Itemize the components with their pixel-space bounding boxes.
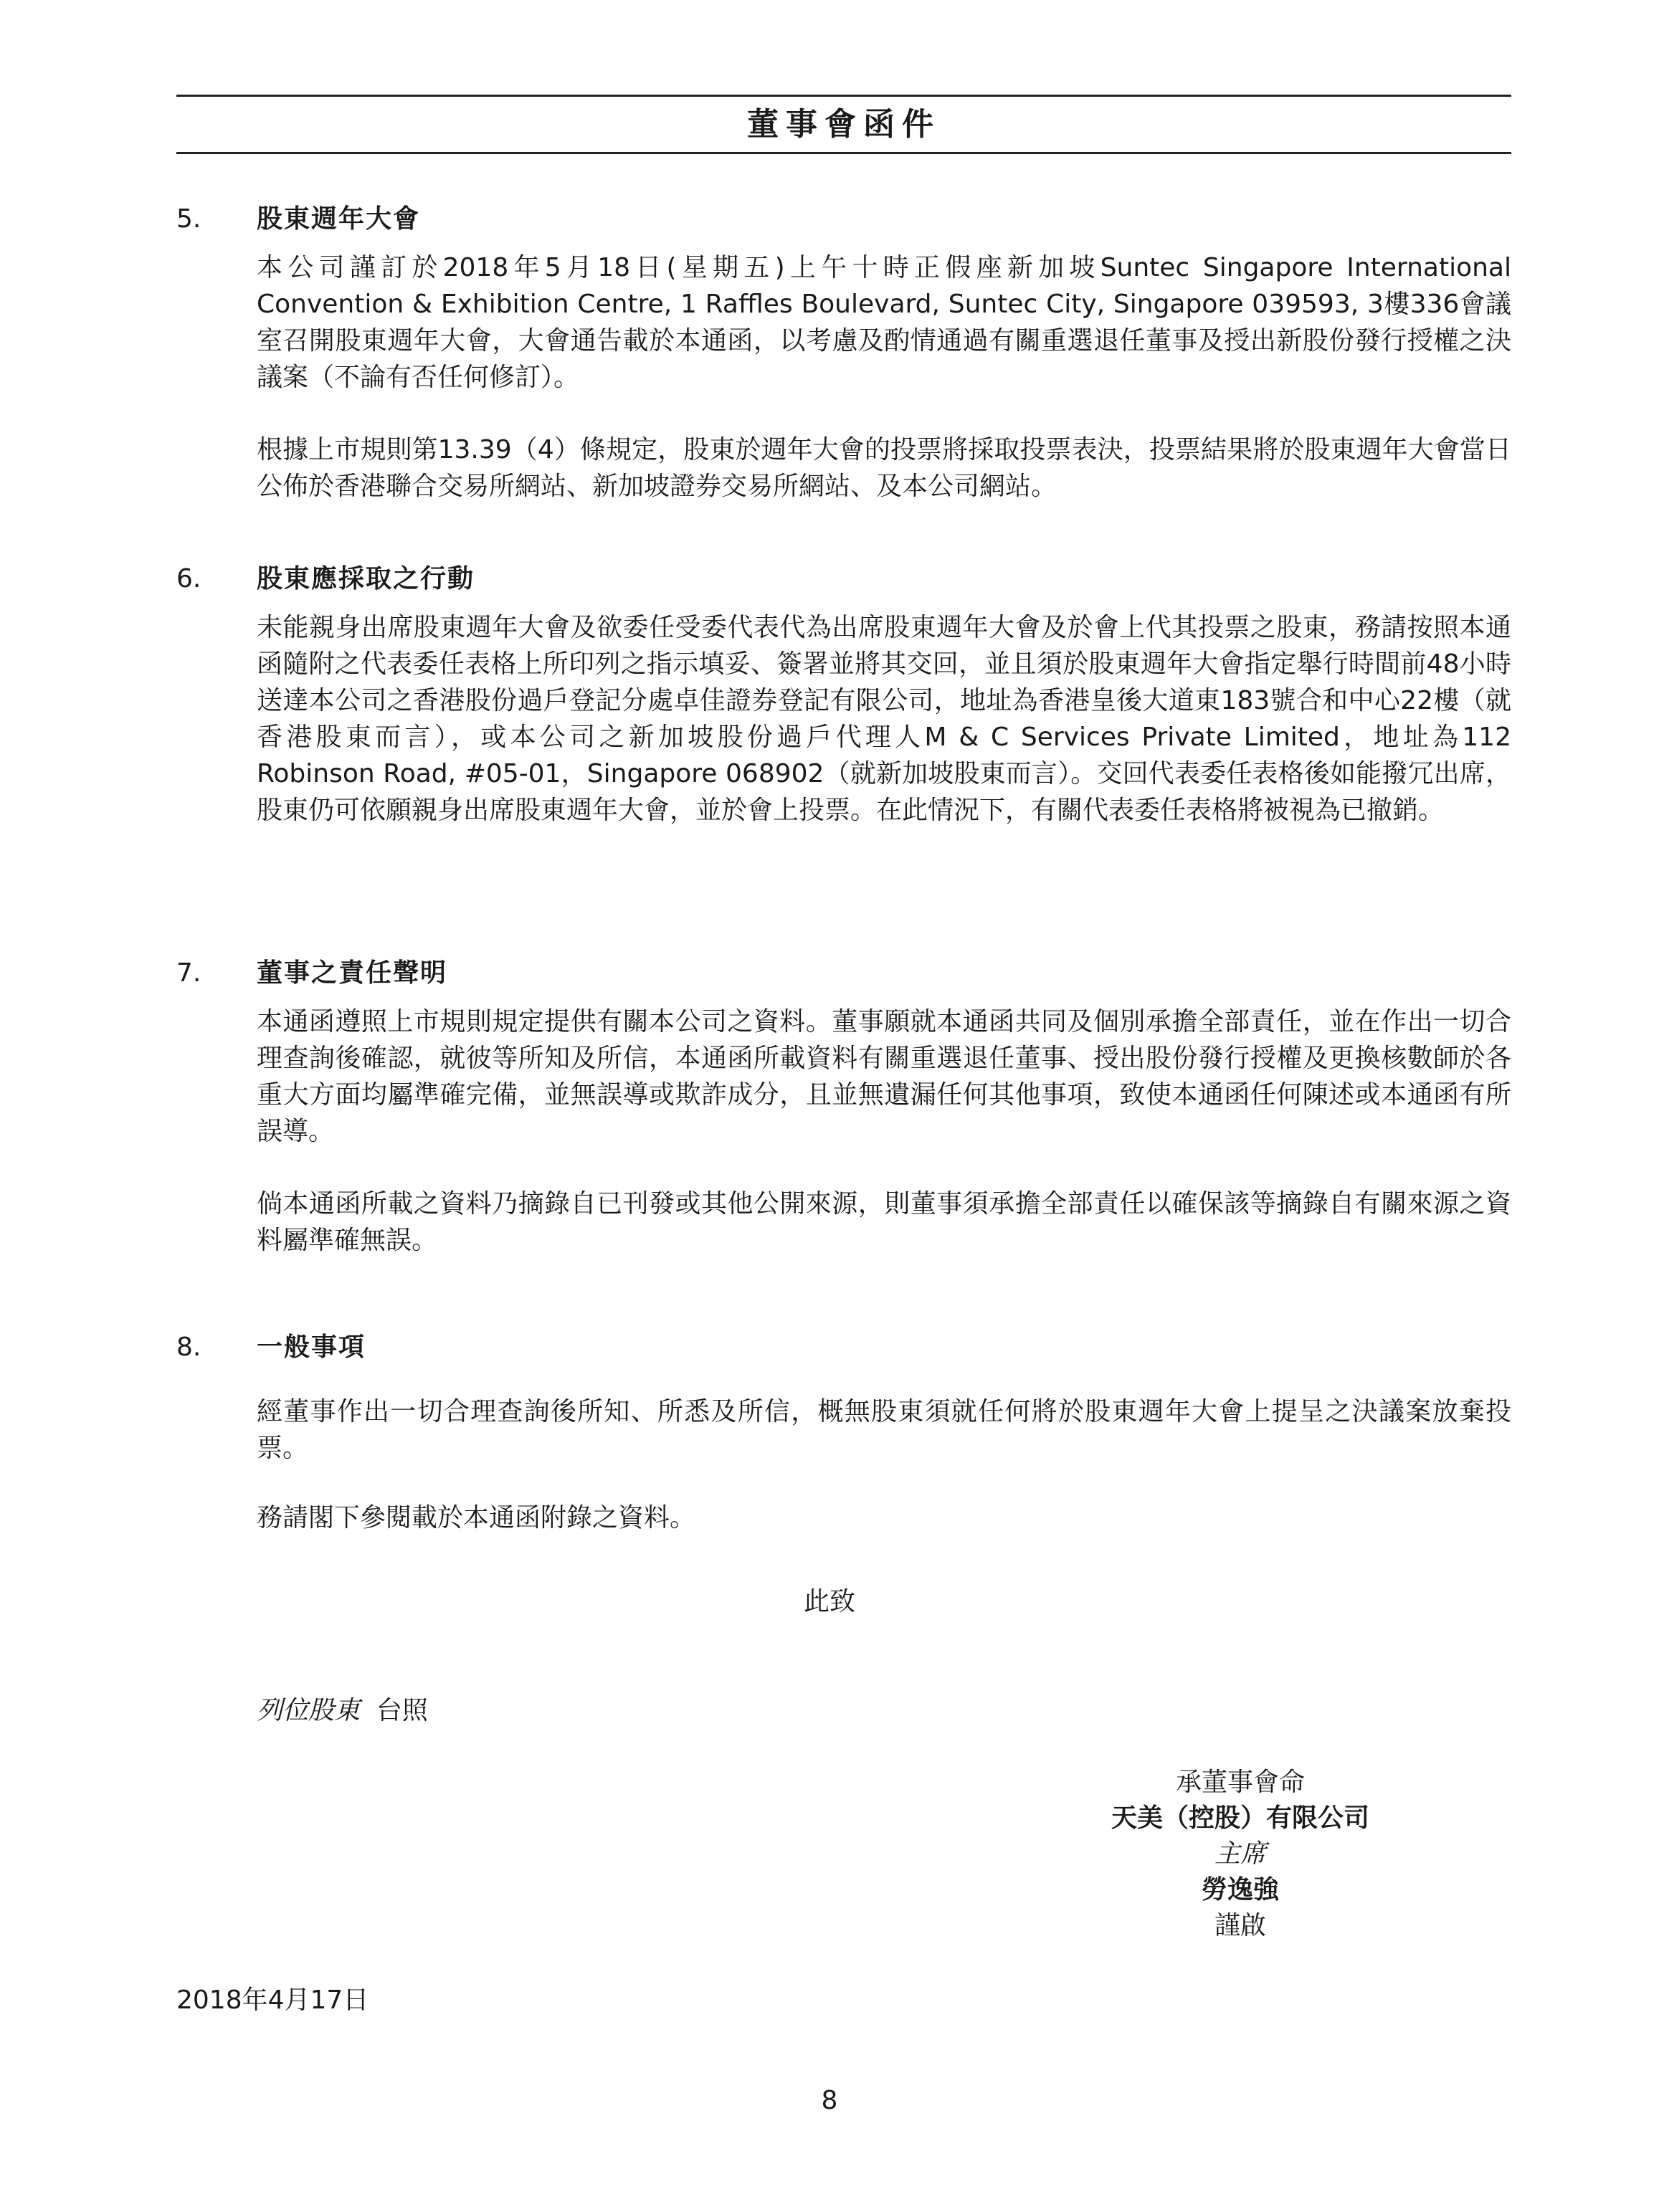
signature-close: 謹啟 [1214,1911,1266,1940]
salutation-suffix: 台照 [376,1696,428,1725]
section-5 [176,199,1511,505]
section-number: 8. [176,1333,201,1362]
paragraph: 根據上市規則第13.39（4）條規定，股東於週年大會的投票將採取投票表決，投票結果將於股東週年大會當日公佈於香港聯合交易所網站、新加坡證券交易所網站、及本公司網站。 [257,435,1511,501]
section-heading [176,199,1511,239]
page-number: 8 [821,2086,838,2115]
paragraph: 務請閣下參閱載於本通函附錄之資料。 [257,1503,696,1532]
section-title: 股東應採取之行動 [257,564,475,593]
signatory-name: 勞逸強 [1201,1875,1279,1904]
section-6 [176,559,1511,829]
header-bottom-rule [176,152,1511,154]
section-heading [176,1327,1511,1368]
paragraph: 本通函遵照上市規則規定提供有關本公司之資料。董事願就本通函共同及個別承擔全部責任，並在作出一切合理查詢後確認，就彼等所知及所信，本通函所載資料有關重選退任董事、授出股份發行授權及更換核數師於各重大方面均屬準確完備，並無誤導或欺詐成分，且並無遺漏任何其他事項，致使本通函任何陳述或本通函有所誤導。 [257,1007,1511,1146]
section-title: 股東週年大會 [257,204,421,234]
addressee: 列位股東 [257,1696,361,1725]
paragraph: 倘本通函所載之資料乃摘錄自已刊發或其他公開來源，則董事須承擔全部責任以確保該等摘錄自有關來源之資料屬準確無誤。 [257,1189,1511,1255]
salutation [257,1693,428,1729]
section-number: 5. [176,204,201,234]
signatory-role: 主席 [1214,1839,1266,1869]
signature-line: 承董事會命 [1175,1768,1305,1797]
section-8 [176,1327,1511,1536]
section-title: 一般事項 [257,1333,366,1362]
section-title: 董事之責任聲明 [257,958,448,988]
page-header-title: 董事會函件 [747,106,941,143]
section-7 [176,953,1511,1259]
section-number: 7. [176,958,201,988]
signature-block [1061,1765,1420,1944]
section-number: 6. [176,564,201,593]
section-heading [176,953,1511,993]
paragraph: 本公司謹訂於2018年5月18日(星期五)上午十時正假座新加坡Suntec Singapore International Convention & Exhibition Centre, 1 Raffles Boulevard, Suntec City, Singapore 039593, 3樓336會議室召開股東週年大會，大會通告載於本通函，以考慮及酌情通過有關重選退任董事及授出新股份發行授權之決議案（不論有否任何修訂）。 [257,253,1511,392]
section-heading [176,559,1511,599]
closing-phrase: 此致 [803,1587,855,1616]
header-top-rule [176,95,1511,97]
paragraph: 經董事作出一切合理查詢後所知、所悉及所信，概無股東須就任何將於股東週年大會上提呈之決議案放棄投票。 [257,1397,1511,1463]
document-date: 2018年4月17日 [176,1985,369,2015]
paragraph: 未能親身出席股東週年大會及欲委任受委代表代為出席股東週年大會及於會上代其投票之股東，務請按照本通函隨附之代表委任表格上所印列之指示填妥、簽署並將其交回，並且須於股東週年大會指定舉行時間前48小時送達本公司之香港股份過戶登記分處卓佳證券登記有限公司，地址為香港皇後大道東183號合和中心22樓（就香港股東而言），或本公司之新加坡股份過戶代理人M & C Services Private Limited，地址為112 Robinson Road, #05-01，Singapore 068902（就新加坡股東而言）。交回代表委任表格後如能撥冗出席，股東仍可依願親身出席股東週年大會，並於會上投票。在此情況下，有關代表委任表格將被視為已撤銷。 [257,613,1511,825]
company-name: 天美（控股）有限公司 [1111,1803,1369,1833]
